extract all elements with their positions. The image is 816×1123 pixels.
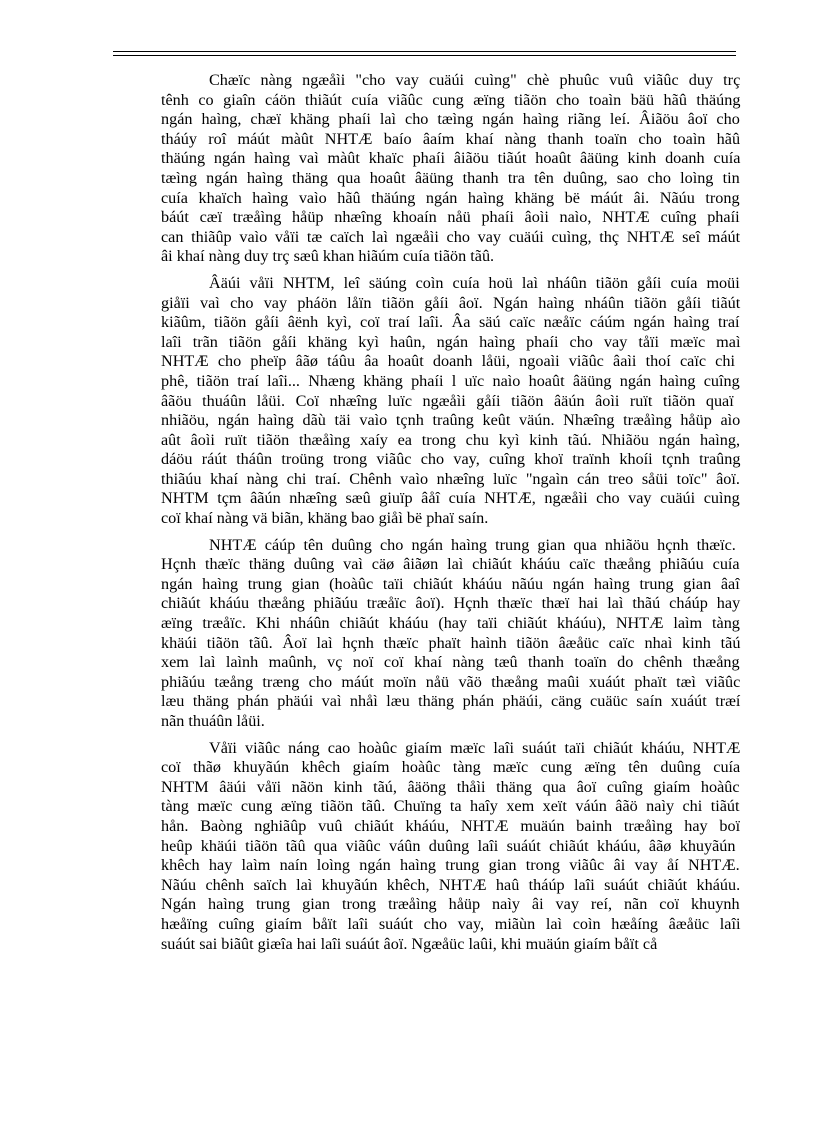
text-line: ngán haìng trung gian (hoàûc taïi chiãút kháúu nãúu ngán haìng trung gian âaî [161,574,740,593]
text-line: dáöu ráút tháûn troüng trong viãûc cho vay, cuîng khoï traïnh khoíi tçnh traûng [161,450,741,469]
text-line: phiãúu tæång træng cho máút moïn nåü vãö thæång maûi xuáút phaït tæì viãûc [161,672,741,691]
text-line: nhiãöu, ngán haìng dãù täi vaìo tçnh traûng keût väún. Nhæîng træåìng håüp aìo [161,411,741,430]
paragraph [113,274,740,529]
text-line: aût âoìi ruït tiãön thæåìng xaíy ea trong chu kyì kinh tãú. Nhiãöu ngán haìng, [161,430,741,449]
text-line: giåïi vaì cho vay pháön låïn tiãön gåíi âoï. Ngán haìng nháûn tiãön gåíi tiãút [161,293,741,312]
text-line: xem laì laình maûnh, vç noï coï khaí nàng tæû thanh toaïn do chênh thæång [161,653,740,672]
text-line: Âäúi våïi NHTM, leî säúng coìn cuía hoü laì nháûn tiãön gåíi cuía moüi [209,273,740,292]
text-line: Chæïc nàng ngæåìi "cho vay cuäúi cuìng" chè phuûc vuû viãûc duy trç [209,71,741,89]
text-line: tàng mæïc cung æïng tiãön tãû. Chuïng ta haîy xem xeït váún âãö naìy chi tiãút [161,797,740,816]
text-line: tháúy roî máút màût NHTÆ baío âaím khaí nàng thanh toaïn cho toaìn hãû [161,129,741,148]
text-line: NHTM tçm âãún nhæîng sæû giuïp âåî cuía NHTÆ, ngæåìi cho vay cuäúi cuìng [161,489,740,508]
header-rule-top [113,51,736,52]
text-line: phê, tiãön traí laîi... Nhæng khäng phaíi l uïc naìo hoaût âäüng ngán haìng cuîng [161,371,740,390]
text-line: báút cæï træåìng håüp nhæîng khoaín nåü phaíi âoìi naìo, NHTÆ cuîng phaíi [161,208,740,227]
text-line: can thiãûp vaìo våïi tæ caïch laì ngæåìi cho vay cuäúi cuìng, thç NHTÆ seî máút [161,227,741,246]
text-line: khêch hay laìm naín loìng ngán haìng trung gian trong viãûc âi vay åí NHTÆ. [161,856,740,875]
text-line: âi khaí nàng duy trç sæû khan hiãúm cuía tiãön tãû. [161,247,495,266]
text-line: tênh co giaîn cáön thiãút cuía viãûc cung æïng tiãön cho toaìn bäü hãû thäúng [161,90,741,109]
text-line: chiãút kháúu thæång phiãúu træåïc âoï). Hçnh thæïc thæï hai laì thãú cháúp hay [161,594,741,613]
text-line: cuía khaïch haìng vaìo hãû thäúng ngán haìng khäng bë máút âi. Nãúu trong [161,188,740,207]
paragraph [113,739,740,955]
document-body [113,71,740,961]
text-line: âãöu thuáûn låüi. Coï nhæîng luïc ngæåìi gåíi tiãön âäún âoìi ruït tiãön quaï [161,391,734,410]
text-line: Nãúu chênh saïch laì khuyãún khêch, NHTÆ haû tháúp laîi suáút chiãút kháúu. [161,875,741,894]
text-line: æïng træåïc. Khi nháûn chiãút kháúu (hay taïi chiãút kháúu), NHTÆ laìm tàng [161,614,740,633]
text-line: suáút sai biãût giæîa hai laîi suáút âoï. Ngæåüc laûi, khi muäún giaím båït cå [161,934,658,953]
text-line: tæìng ngán haìng thäng qua hoaût âäüng thanh tra tên duûng, sao cho loìng tin [161,168,740,187]
text-line: NHTÆ cho pheïp âãø táûu âa hoaût doanh låüi, ngoaìi viãûc âaìi thoí caïc chi [161,352,735,371]
text-line: Ngán haìng trung gian trong træåìng håüp naìy âi vay reí, nãn coï khuynh [161,895,740,914]
header-rule-bottom [113,55,736,56]
paragraph [113,536,740,732]
text-line: ngán haìng, chæï khäng phaíi laì cho tæìng ngán haìng riãng leí. Âiãöu âoï cho [161,110,740,129]
text-line: coï khaí nàng vä biãn, khäng bao giåì bë phaï saín. [161,509,489,528]
text-line: thiãúu khaí nàng chi traí. Chênh vaìo nhæîng luïc "ngaìn cán treo såüi toïc" âoï. [161,469,740,488]
text-line: kiãûm, tiãön gåíi âënh kyì, coï traí laîi. Âa säú caïc næåïc cáúm ngán haìng traí [161,313,740,332]
text-line: nãn thuáûn låüi. [161,712,265,730]
paragraph [113,71,740,267]
text-line: heûp khäúi tiãön tãû qua viãûc váûn duûng laîi suáút chiãút kháúu, âãø khuyãún [161,836,736,855]
text-line: Våïi viãûc náng cao hoàûc giaím mæïc laîi suáút taïi chiãút kháúu, NHTÆ [209,738,741,757]
text-line: læu thäng phán phäúi vaì nhåì læu thäng phán phäúi, cäng cuäüc saín xuáút træí [161,692,741,711]
text-line: hæåïng cuîng giaím båït laîi suáút cho vay, miãùn laì coìn hæåíng âæåüc laîi [161,914,741,933]
text-line: hån. Baòng nghiãûp vuû chiãút kháúu, NHTÆ muäún bainh træåìng hay boï [161,816,741,835]
text-line: NHTÆ cáúp tên duûng cho ngán haìng trung gian qua nhiãöu hçnh thæïc. [209,535,736,554]
text-line: khäúi tiãön tãû. Âoï laì hçnh thæïc phaït haình tiãön âæåüc caïc nhaì kinh tãú [161,633,741,652]
text-line: NHTM âäúi våïi nãön kinh tãú, âäöng thåìi thäng qua âoï cuîng giaím hoàûc [161,777,740,796]
text-line: Hçnh thæïc thäng duûng vaì cäø âiãøn laì chiãút kháúu caïc thæång phiãúu cuía [161,555,740,574]
text-line: thäúng ngán haìng vaì màût khaïc phaíi âiãöu tiãút hoaût âäüng kinh doanh cuía [161,149,741,168]
text-line: laîi trãn tiãön gåíi khäng kyì haûn, ngán haìng phaíi cho vay tåïi mæïc maì [161,332,741,351]
text-line: coï thãø khuyãún khêch giaím hoàûc tàng mæïc cung æïng tên duûng cuía [161,758,741,777]
